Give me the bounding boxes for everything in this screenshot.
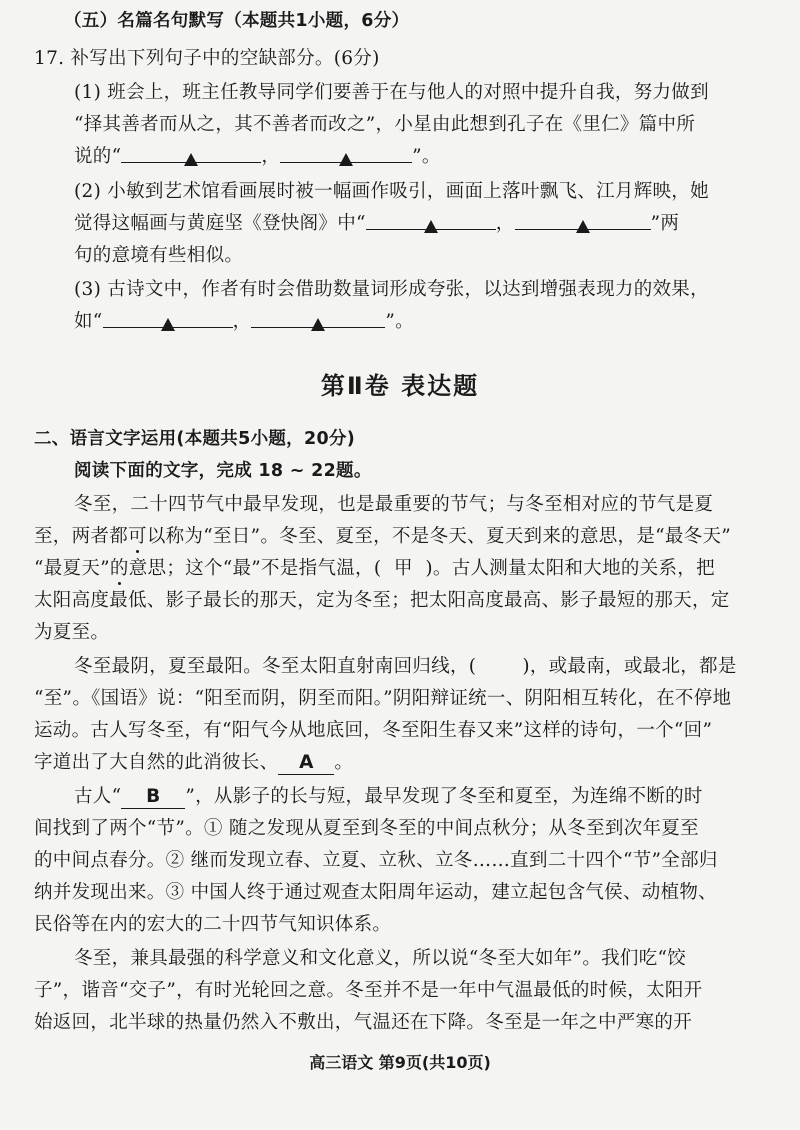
passage-text: 。 [334, 752, 354, 773]
q17-2-blank-2[interactable] [515, 209, 651, 230]
passage-p2-line1 [74, 652, 737, 682]
q17-part1-line3 [74, 142, 441, 172]
q17-1-blank-2[interactable] [280, 142, 412, 163]
q17-part3-line1: (3) 古诗文中，作者有时会借助数量词形成夸张，以达到增强表现力的效果， [74, 279, 709, 300]
passage-p3-line5: 民俗等在内的宏大的二十四节气知识体系。 [34, 914, 392, 935]
triangle-marker-icon [184, 153, 198, 166]
q17-part2-line2 [74, 209, 679, 239]
q17-part1-line1: (1) 班会上，班主任教导同学们要善于在与他人的对照中提升自我，努力做到 [74, 82, 709, 103]
q17-part2-line3: 句的意境有些相似。 [74, 245, 244, 266]
triangle-marker-icon [161, 318, 175, 331]
emphasis-char: 可 [128, 526, 147, 547]
section-2-title: 二、语言文字运用(本题共5小题，20分) [34, 429, 356, 449]
triangle-marker-icon [339, 153, 353, 166]
passage-text: 古人“ [74, 786, 122, 807]
q17-part1-prefix: 说的“ [74, 146, 122, 167]
q17-part3-separator: ， [232, 311, 252, 332]
passage-p2-line4 [34, 748, 353, 778]
passage-text: “最夏天” [34, 558, 110, 579]
passage-p4-line1: 冬至，兼具最强的科学意义和文化意义，所以说“冬至大如年”。我们吃“饺 [74, 948, 687, 969]
section-2-instruction: 阅读下面的文字，完成 18 ~ 22题。 [74, 461, 372, 481]
q17-part1-end: ”。 [412, 146, 441, 167]
passage-p2-line3: 运动。古人写冬至，有“阳气今从地底回，冬至阳生春又来”这样的诗句，一个“回” [34, 720, 713, 741]
q17-part2-line1: (2) 小敏到艺术馆看画展时被一幅画作吸引，画面上落叶飘飞、江月辉映，她 [74, 181, 709, 202]
passage-p1-line1: 冬至，二十四节气中最早发现，也是最重要的节气；与冬至相对应的节气是夏 [74, 494, 714, 515]
emphasis-char: 的 [109, 558, 129, 579]
triangle-marker-icon [576, 220, 590, 233]
q17-2-blank-1[interactable] [366, 209, 496, 230]
passage-text: 意思；这个“最”不是指气温，( [128, 558, 382, 579]
passage-text: )，或最南，或最北，都是 [522, 656, 737, 677]
passage-p1-line3 [34, 554, 715, 584]
passage-p2-line2: “至”。《国语》说：“阳至而阴，阴至而阳。”阴阳辩证统一、阴阳相互转化，在不停地 [34, 688, 732, 709]
passage-p4-line2: 子”，谐音“交子”，有时光轮回之意。冬至并不是一年中气温最低的时候，太阳开 [34, 980, 703, 1001]
passage-p3-line2: 间找到了两个“节”。① 随之发现从夏至到冬至的中间点秋分；从冬至到次年夏至 [34, 818, 699, 839]
q17-part2-prefix: 觉得这幅画与黄庭坚《登快阁》中“ [74, 213, 366, 234]
passage-p1-line5: 为夏至。 [34, 622, 110, 643]
page-footer: 高三语文 第9页(共10页) [309, 1053, 491, 1072]
q17-part2-separator: ， [495, 213, 515, 234]
q17-3-blank-1[interactable] [103, 307, 233, 328]
passage-text: 冬至最阴，夏至最阳。冬至太阳直射南回归线，( [74, 656, 477, 677]
passage-text: 以称为“至日”。冬至、夏至，不是冬天、夏天到来的意思，是“最冬天” [146, 526, 732, 547]
q17-part1-separator: ， [261, 146, 281, 167]
triangle-marker-icon [424, 220, 438, 233]
passage-p1-line4: 太阳高度最低、影子最长的那天，定为冬至；把太阳高度最高、影子最短的那天，定 [34, 590, 730, 611]
part-2-heading: 第Ⅱ卷 表达题 [320, 372, 480, 400]
triangle-marker-icon [311, 318, 325, 331]
q17-part3-end: ”。 [385, 311, 414, 332]
q17-1-blank-1[interactable] [121, 142, 261, 163]
q17-3-blank-2[interactable] [251, 307, 385, 328]
passage-p4-line3: 始返回，北半球的热量仍然入不敷出，气温还在下降。冬至是一年之中严寒的开 [34, 1012, 693, 1033]
passage-p1-line2 [34, 522, 731, 552]
section-5-title: （五）名篇名句默写（本题共1小题，6分） [64, 11, 410, 31]
passage-text: 字道出了大自然的此消彼长、 [34, 752, 279, 773]
q17-part2-end: ”两 [650, 213, 680, 234]
passage-p3-line1 [74, 782, 703, 812]
q17-part1-line2: “择其善者而从之，其不善者而改之”，小星由此想到孔子在《里仁》篇中所 [74, 114, 696, 135]
passage-text: ”，从影子的长与短，最早发现了冬至和夏至，为连绵不断的时 [185, 786, 703, 807]
q17-stem: 17. 补写出下列句子中的空缺部分。(6分) [34, 48, 380, 69]
passage-text: 至，两者都 [34, 526, 129, 547]
blank-b[interactable]: B [121, 786, 185, 809]
passage-p3-line4: 纳并发现出来。③ 中国人终于通过观查太阳周年运动，建立起包含气侯、动植物、 [34, 882, 717, 903]
passage-text: )。古人测量太阳和大地的关系，把 [425, 558, 715, 579]
q17-part3-line2 [74, 307, 414, 337]
passage-p3-line3: 的中间点春分。② 继而发现立春、立夏、立秋、立冬……直到二十四个“节”全部归 [34, 850, 718, 871]
blank-a[interactable]: A [278, 752, 334, 775]
q17-part3-prefix: 如“ [74, 311, 103, 332]
blank-jia-marker: 甲 [393, 558, 413, 579]
